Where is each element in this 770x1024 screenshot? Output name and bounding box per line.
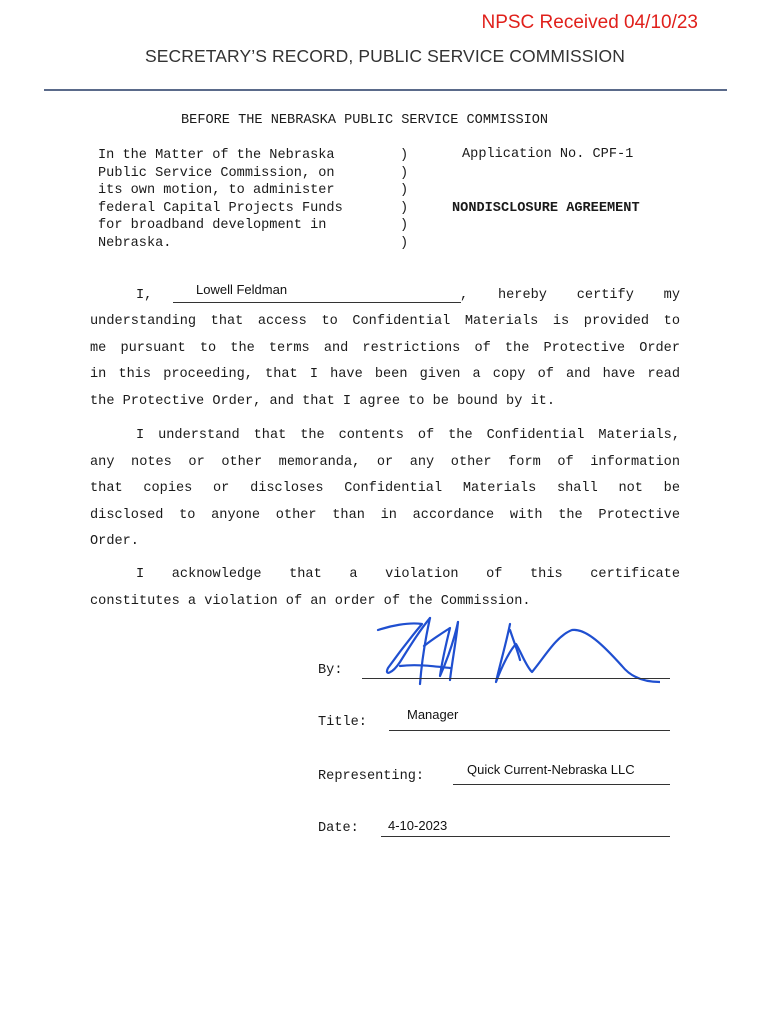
case-caption xyxy=(98,147,343,253)
application-number: Application No. CPF-1 xyxy=(462,147,634,162)
text-line: any notes or other memoranda, or any other form of information xyxy=(90,454,680,470)
text-line: I acknowledge that a violation of this certificate xyxy=(136,567,680,582)
caption-parens: ) ) ) ) ) ) xyxy=(400,148,409,251)
text-line: understanding that access to Confidential Materials is provided to xyxy=(90,314,680,329)
title-label: Title: xyxy=(318,715,367,730)
text-line: that copies or discloses Confidential Materials shall not be xyxy=(90,481,680,496)
signer-name: Lowell Feldman xyxy=(196,282,288,297)
representing-label: Representing: xyxy=(318,769,425,784)
understanding-paragraph xyxy=(90,423,680,556)
text-line: Order. xyxy=(90,534,139,549)
document-title: NONDISCLOSURE AGREEMENT xyxy=(452,201,640,216)
title-value: Manager xyxy=(407,707,459,722)
representing-underline xyxy=(453,784,670,785)
caption-line: In the Matter of the Nebraska xyxy=(98,148,335,163)
text-line: I understand that the contents of the Confidential Materials, xyxy=(136,428,680,443)
caption-line: Public Service Commission, on xyxy=(98,165,335,181)
record-header: SECRETARY’S RECORD, PUBLIC SERVICE COMMISSION xyxy=(144,46,625,66)
commission-heading: BEFORE THE NEBRASKA PUBLIC SERVICE COMMISSION xyxy=(181,113,549,128)
name-underline xyxy=(173,302,461,303)
certify-body xyxy=(90,309,680,415)
text-line: me pursuant to the terms and restrictions of the Protective Order xyxy=(90,340,680,356)
title-underline xyxy=(389,730,670,731)
text-line: constitutes a violation of an order of the Commission. xyxy=(90,593,531,609)
caption-line: Nebraska. xyxy=(98,235,172,251)
received-stamp: NPSC Received 04/10/23 xyxy=(481,12,698,33)
by-label: By: xyxy=(318,663,343,678)
certify-suffix: , hereby certify my xyxy=(460,288,680,303)
date-value: 4-10-2023 xyxy=(388,818,448,833)
text-line: the Protective Order, and that I agree to be bound by it. xyxy=(90,393,555,409)
caption-line: federal Capital Projects Funds xyxy=(98,200,343,216)
text-line: in this proceeding, that I have been given a copy of and have read xyxy=(90,367,680,382)
caption-line: for broadband development in xyxy=(98,218,327,234)
date-label: Date: xyxy=(318,821,359,836)
certify-prefix: I, xyxy=(136,288,153,303)
text-line: disclosed to anyone other than in accordance with the Protective xyxy=(90,507,680,523)
header-rule xyxy=(44,89,727,91)
date-underline xyxy=(381,836,670,837)
by-underline xyxy=(362,678,670,679)
caption-line: its own motion, to administer xyxy=(98,183,335,199)
representing-value: Quick Current-Nebraska LLC xyxy=(467,762,635,777)
